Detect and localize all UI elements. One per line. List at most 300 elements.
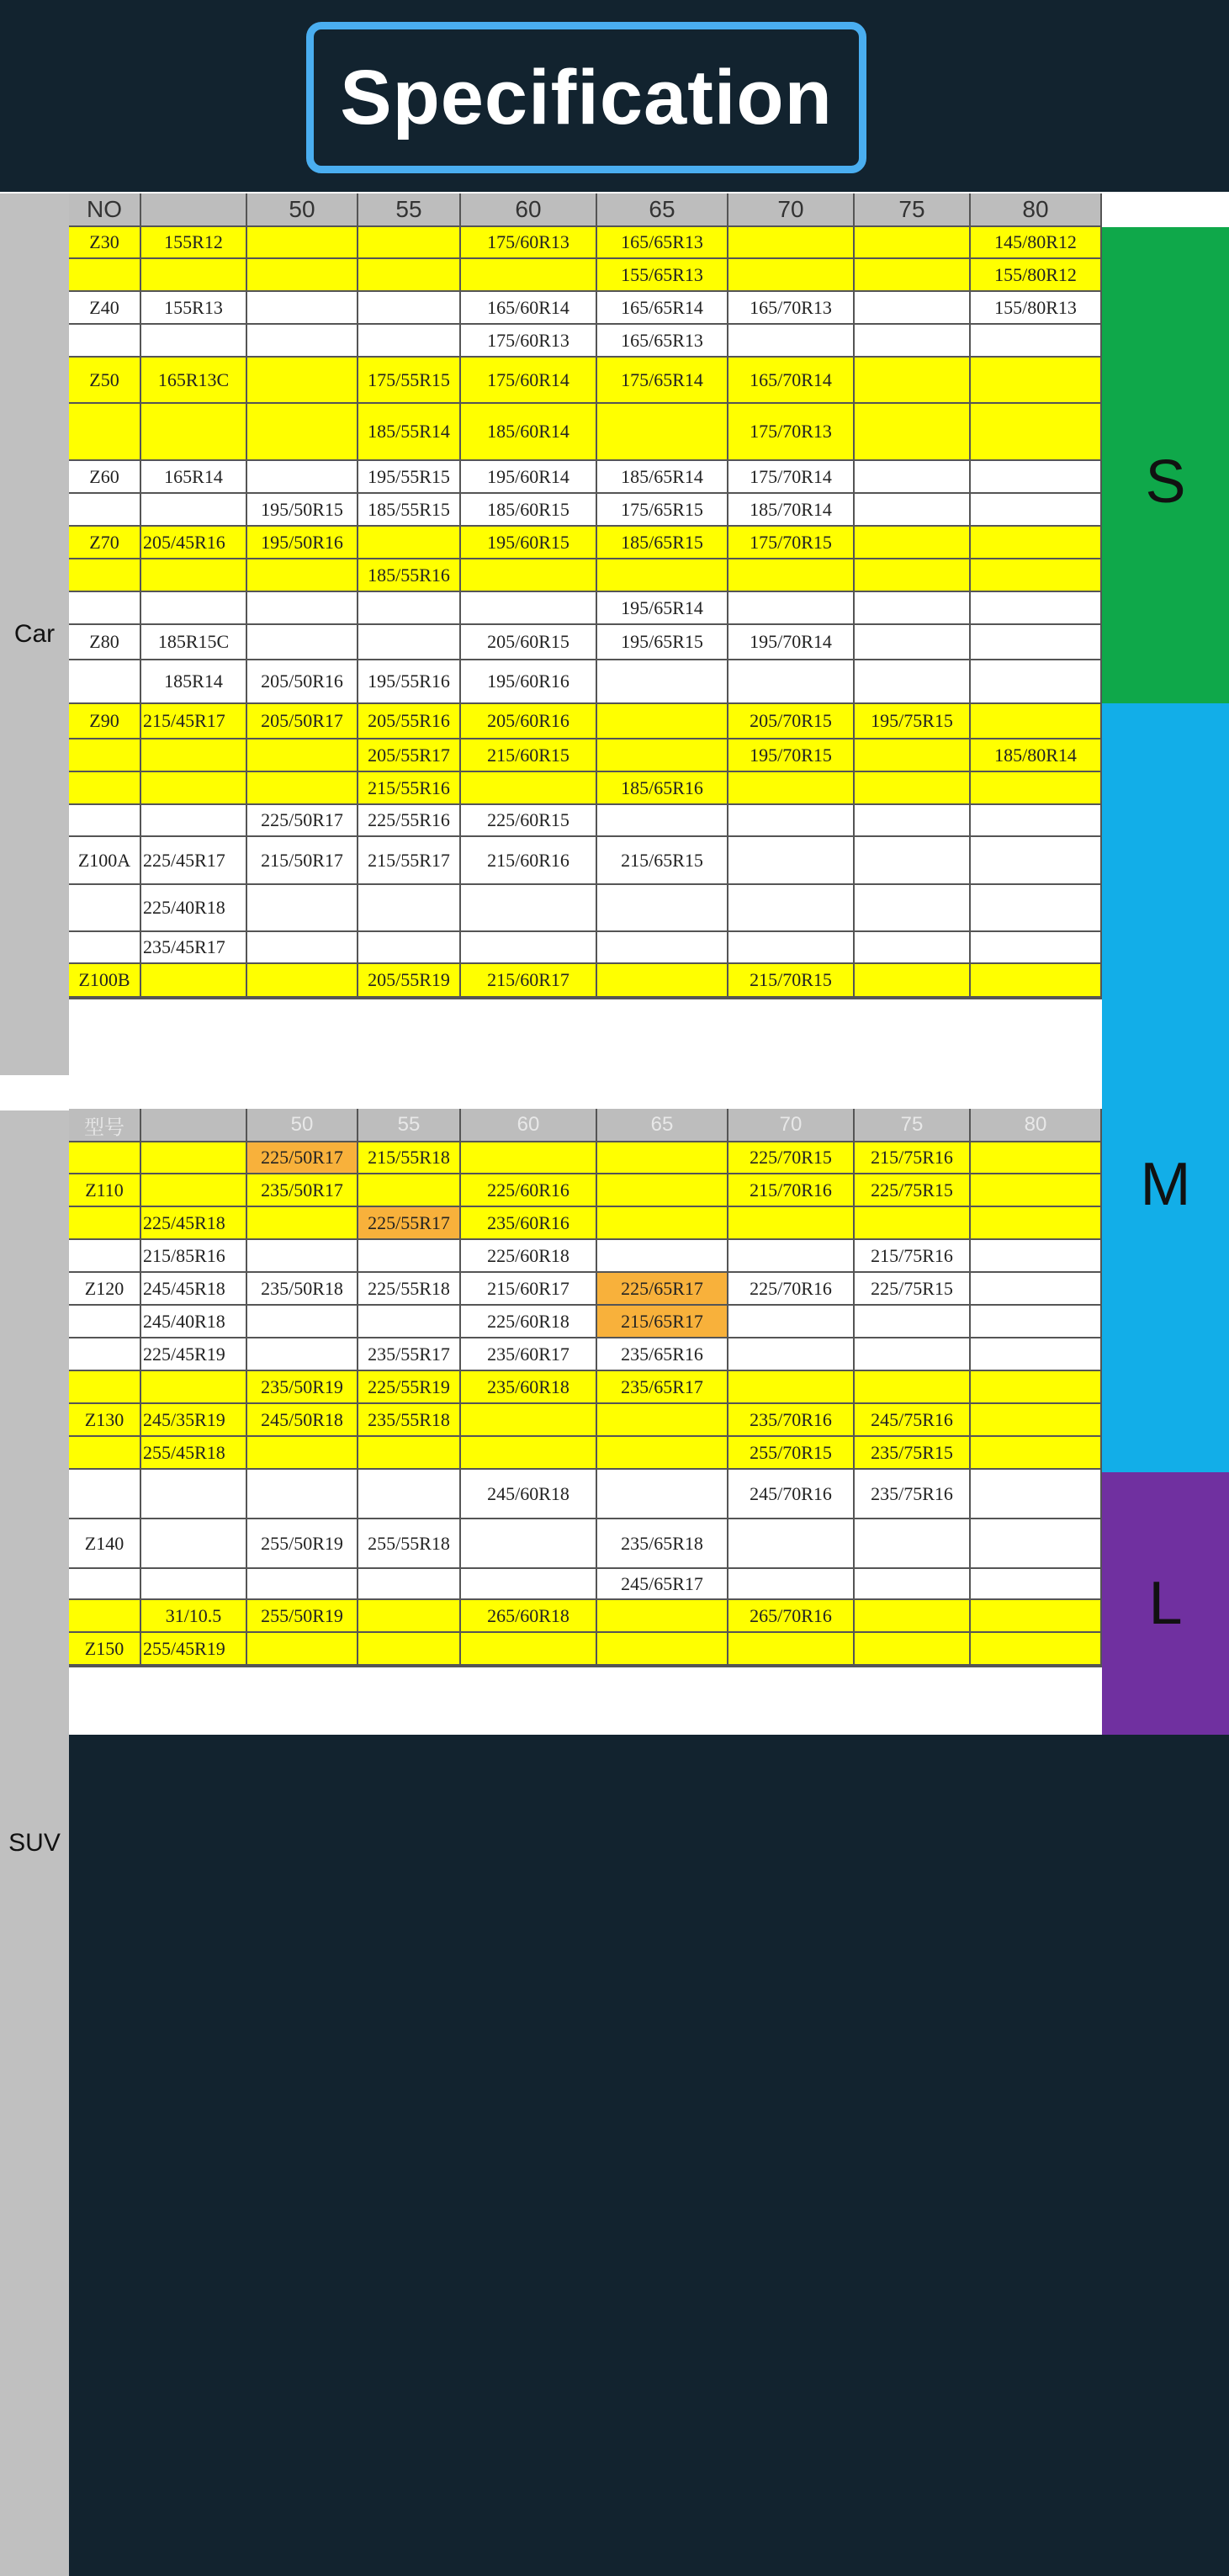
table-cell: Z90	[69, 704, 141, 739]
table-cell: 215/50R17	[247, 837, 358, 885]
table-cell: 215/45R17	[141, 704, 247, 739]
table-cell	[247, 772, 358, 805]
table-cell: 245/60R18	[461, 1470, 597, 1519]
table-cell	[855, 625, 971, 660]
table-cell	[69, 1666, 141, 1667]
table-cell	[247, 259, 358, 292]
table-cell	[247, 1569, 358, 1600]
table-cell: Z60	[69, 461, 141, 494]
table-cell	[247, 625, 358, 660]
table-cell: 55	[358, 1109, 461, 1142]
table-cell	[69, 998, 141, 999]
table-cell: 175/65R15	[597, 494, 728, 527]
table-cell: Z100B	[69, 964, 141, 998]
table-cell	[971, 1240, 1102, 1273]
table-cell: 235/65R18	[597, 1519, 728, 1569]
table-cell: 225/45R19	[141, 1338, 247, 1371]
table-cell	[728, 1306, 855, 1338]
table-cell	[597, 1207, 728, 1240]
table-cell: 215/60R17	[461, 964, 597, 998]
table-cell	[728, 1240, 855, 1273]
table-cell: 185/65R14	[597, 461, 728, 494]
table-cell: 155/80R13	[971, 292, 1102, 325]
table-cell: 75	[855, 1109, 971, 1142]
table-cell	[69, 1569, 141, 1600]
table-cell: 215/60R17	[461, 1273, 597, 1306]
table-cell: 185/55R15	[358, 494, 461, 527]
table-cell	[461, 259, 597, 292]
table-cell: 175/60R13	[461, 227, 597, 259]
table-cell	[728, 1371, 855, 1404]
table-cell	[728, 1633, 855, 1666]
table-cell	[247, 227, 358, 259]
table-cell	[358, 998, 461, 999]
table-cell	[855, 325, 971, 358]
table-cell	[971, 1273, 1102, 1306]
table-cell	[728, 592, 855, 625]
table-cell	[855, 932, 971, 964]
table-cell	[141, 193, 247, 227]
table-cell	[597, 805, 728, 837]
table-cell	[597, 998, 728, 999]
table-cell	[69, 559, 141, 592]
table-cell	[971, 461, 1102, 494]
car-section-label	[0, 193, 69, 1075]
table-cell	[971, 772, 1102, 805]
table-row	[0, 1240, 1102, 1273]
table-cell: 165/65R13	[597, 227, 728, 259]
table-cell: 50	[247, 1109, 358, 1142]
table-cell: 215/65R15	[597, 837, 728, 885]
table-row	[0, 527, 1102, 559]
table-row	[0, 494, 1102, 527]
table-cell: 155R13	[141, 292, 247, 325]
table-cell	[247, 461, 358, 494]
table-cell: 145/80R12	[971, 227, 1102, 259]
table-cell	[141, 772, 247, 805]
suv-label: SUV	[8, 1829, 61, 1857]
table-cell: Z120	[69, 1273, 141, 1306]
table-row	[0, 227, 1102, 259]
table-cell: 80	[971, 1109, 1102, 1142]
table-cell: 255/50R19	[247, 1519, 358, 1569]
table-cell	[728, 772, 855, 805]
table-cell	[247, 358, 358, 404]
table-cell	[69, 1306, 141, 1338]
table-cell	[461, 932, 597, 964]
table-cell: 65	[597, 193, 728, 227]
table-cell	[728, 998, 855, 999]
table-cell	[971, 1174, 1102, 1207]
table-row	[0, 1470, 1102, 1519]
table-cell	[597, 704, 728, 739]
table-cell	[597, 1633, 728, 1666]
table-row	[0, 592, 1102, 625]
table-cell	[855, 964, 971, 998]
table-cell: 175/70R13	[728, 404, 855, 461]
table-row	[0, 404, 1102, 461]
table-cell	[855, 461, 971, 494]
table-row	[0, 1207, 1102, 1240]
table-cell	[597, 1470, 728, 1519]
table-row	[0, 1371, 1102, 1404]
table-cell	[358, 325, 461, 358]
table-cell	[461, 998, 597, 999]
table-row	[0, 1569, 1102, 1600]
table-cell: 235/55R17	[358, 1338, 461, 1371]
table-cell: 255/55R18	[358, 1519, 461, 1569]
table-cell	[855, 1666, 971, 1667]
table-cell	[971, 805, 1102, 837]
table-cell	[141, 259, 247, 292]
table-cell	[247, 292, 358, 325]
table-cell	[358, 1569, 461, 1600]
table-cell	[971, 1338, 1102, 1371]
table-cell	[141, 559, 247, 592]
suv-section-label	[0, 1110, 69, 2576]
table-cell	[69, 1437, 141, 1470]
table-cell	[247, 325, 358, 358]
table-cell	[141, 1519, 247, 1569]
table-cell	[461, 1519, 597, 1569]
table-cell	[597, 1666, 728, 1667]
table-cell: 265/60R18	[461, 1600, 597, 1633]
table-cell	[855, 739, 971, 772]
table-cell: 225/45R17	[141, 837, 247, 885]
table-cell	[358, 1633, 461, 1666]
table-cell: 60	[461, 1109, 597, 1142]
table-cell	[597, 885, 728, 932]
table-cell	[141, 1109, 247, 1142]
table-cell	[69, 739, 141, 772]
table-cell: 255/70R15	[728, 1437, 855, 1470]
table-cell	[971, 527, 1102, 559]
table-cell	[597, 964, 728, 998]
section-divider	[69, 1075, 1102, 1109]
table-cell: 225/60R18	[461, 1306, 597, 1338]
table-cell: 175/60R13	[461, 325, 597, 358]
band-s-label: S	[1145, 448, 1186, 516]
table-row	[0, 325, 1102, 358]
table-cell: Z110	[69, 1174, 141, 1207]
table-cell	[855, 404, 971, 461]
table-cell: 185/60R15	[461, 494, 597, 527]
table-cell: 185/65R15	[597, 527, 728, 559]
suv-header-row	[0, 1109, 1102, 1142]
table-cell: 185/55R14	[358, 404, 461, 461]
table-cell	[141, 1371, 247, 1404]
table-cell	[461, 885, 597, 932]
table-cell	[69, 1371, 141, 1404]
table-cell: 225/65R17	[597, 1273, 728, 1306]
table-cell	[855, 559, 971, 592]
table-row	[0, 259, 1102, 292]
table-cell: 255/50R19	[247, 1600, 358, 1633]
table-cell	[358, 885, 461, 932]
table-cell: 225/50R17	[247, 805, 358, 837]
table-row	[0, 1437, 1102, 1470]
table-cell	[247, 964, 358, 998]
table-cell: 195/50R15	[247, 494, 358, 527]
table-cell	[358, 1240, 461, 1273]
table-row	[0, 704, 1102, 739]
table-cell	[247, 1666, 358, 1667]
table-cell: Z70	[69, 527, 141, 559]
table-cell: 225/75R15	[855, 1174, 971, 1207]
table-cell	[141, 1569, 247, 1600]
table-cell	[728, 932, 855, 964]
table-cell	[461, 772, 597, 805]
table-row	[0, 805, 1102, 837]
table-cell	[247, 885, 358, 932]
table-cell: 175/55R15	[358, 358, 461, 404]
table-cell	[971, 1437, 1102, 1470]
table-cell: 60	[461, 193, 597, 227]
table-cell	[141, 1470, 247, 1519]
table-cell	[855, 259, 971, 292]
table-cell	[597, 660, 728, 704]
table-cell: 165/70R13	[728, 292, 855, 325]
table-cell	[971, 1666, 1102, 1667]
table-cell	[69, 1338, 141, 1371]
table-cell: 195/75R15	[855, 704, 971, 739]
table-cell: 195/70R15	[728, 739, 855, 772]
table-cell	[358, 625, 461, 660]
table-cell: 235/60R18	[461, 1371, 597, 1404]
table-cell	[855, 1569, 971, 1600]
table-cell: 165R14	[141, 461, 247, 494]
table-cell: 235/45R17	[141, 932, 247, 964]
table-cell	[247, 1240, 358, 1273]
table-cell	[461, 1569, 597, 1600]
table-cell: Z130	[69, 1404, 141, 1437]
table-cell: 235/55R18	[358, 1404, 461, 1437]
table-cell: NO	[69, 193, 141, 227]
table-cell: 205/55R17	[358, 739, 461, 772]
page-title: Specification	[340, 54, 833, 140]
table-cell: 215/60R16	[461, 837, 597, 885]
table-cell	[461, 559, 597, 592]
table-cell: 225/45R18	[141, 1207, 247, 1240]
table-row	[0, 1273, 1102, 1306]
table-cell	[247, 1338, 358, 1371]
table-row	[0, 1600, 1102, 1633]
table-cell	[855, 772, 971, 805]
table-cell	[247, 404, 358, 461]
table-cell: 205/60R16	[461, 704, 597, 739]
table-cell	[597, 1174, 728, 1207]
table-cell	[855, 1306, 971, 1338]
table-cell	[971, 885, 1102, 932]
table-cell	[358, 1666, 461, 1667]
table-cell	[358, 527, 461, 559]
table-cell	[971, 1633, 1102, 1666]
table-cell	[141, 964, 247, 998]
table-cell	[358, 1174, 461, 1207]
band-l-label: L	[1148, 1570, 1183, 1637]
table-cell	[855, 292, 971, 325]
table-cell: 235/60R16	[461, 1207, 597, 1240]
table-row	[0, 964, 1102, 998]
table-cell	[461, 1142, 597, 1174]
table-cell	[855, 1519, 971, 1569]
table-cell	[597, 404, 728, 461]
table-cell: 225/50R17	[247, 1142, 358, 1174]
table-cell: 215/55R18	[358, 1142, 461, 1174]
table-cell	[69, 772, 141, 805]
table-cell	[247, 932, 358, 964]
table-cell: 165/60R14	[461, 292, 597, 325]
table-cell	[597, 739, 728, 772]
table-cell	[247, 592, 358, 625]
table-cell	[358, 1437, 461, 1470]
table-cell	[247, 1207, 358, 1240]
table-cell	[597, 1437, 728, 1470]
table-cell: 195/55R16	[358, 660, 461, 704]
table-row	[0, 772, 1102, 805]
table-row	[0, 461, 1102, 494]
table-cell: 195/65R15	[597, 625, 728, 660]
table-cell: Z30	[69, 227, 141, 259]
table-cell: 175/60R14	[461, 358, 597, 404]
table-cell: 215/65R17	[597, 1306, 728, 1338]
table-cell	[728, 325, 855, 358]
table-cell	[855, 1207, 971, 1240]
table-cell: 195/55R15	[358, 461, 461, 494]
table-cell	[855, 998, 971, 999]
table-cell: 245/65R17	[597, 1569, 728, 1600]
table-cell: 215/60R15	[461, 739, 597, 772]
table-cell	[855, 1338, 971, 1371]
table-cell	[597, 1240, 728, 1273]
table-cell: 235/75R16	[855, 1470, 971, 1519]
table-cell: 225/70R15	[728, 1142, 855, 1174]
table-cell	[358, 592, 461, 625]
table-cell: 215/75R16	[855, 1142, 971, 1174]
table-cell: 255/45R19	[141, 1633, 247, 1666]
table-cell	[971, 1569, 1102, 1600]
table-cell	[728, 805, 855, 837]
table-cell: 165/70R14	[728, 358, 855, 404]
table-cell	[69, 404, 141, 461]
table-cell	[971, 1600, 1102, 1633]
table-cell	[728, 259, 855, 292]
table-row	[0, 1174, 1102, 1207]
table-cell: 75	[855, 193, 971, 227]
table-cell	[971, 1470, 1102, 1519]
table-cell: 245/35R19	[141, 1404, 247, 1437]
table-cell: 225/60R15	[461, 805, 597, 837]
table-cell	[141, 1142, 247, 1174]
table-cell: 185/70R14	[728, 494, 855, 527]
table-cell	[597, 1404, 728, 1437]
table-cell	[358, 1600, 461, 1633]
table-cell	[69, 325, 141, 358]
table-cell: 165/65R14	[597, 292, 728, 325]
table-cell	[141, 1666, 247, 1667]
table-cell	[461, 1633, 597, 1666]
table-cell: 225/55R17	[358, 1207, 461, 1240]
table-cell: 185/65R16	[597, 772, 728, 805]
table-cell	[358, 292, 461, 325]
table-cell	[247, 1306, 358, 1338]
table-cell: 50	[247, 193, 358, 227]
table-row	[0, 932, 1102, 964]
table-cell	[247, 1470, 358, 1519]
table-cell: 245/75R16	[855, 1404, 971, 1437]
table-cell	[358, 1470, 461, 1519]
table-cell: 195/65R14	[597, 592, 728, 625]
table-cell: 235/70R16	[728, 1404, 855, 1437]
table-cell	[728, 559, 855, 592]
table-cell: 245/70R16	[728, 1470, 855, 1519]
table-cell	[247, 739, 358, 772]
table-cell: 255/45R18	[141, 1437, 247, 1470]
table-cell	[728, 1569, 855, 1600]
table-cell: 235/65R16	[597, 1338, 728, 1371]
table-cell	[69, 805, 141, 837]
table-row	[0, 625, 1102, 660]
table-cell: 185/60R14	[461, 404, 597, 461]
table-cell	[855, 885, 971, 932]
table-row	[0, 292, 1102, 325]
table-row	[0, 1338, 1102, 1371]
table-row	[0, 1633, 1102, 1666]
table-cell: 245/40R18	[141, 1306, 247, 1338]
table-cell	[971, 1371, 1102, 1404]
table-cell: 225/70R16	[728, 1273, 855, 1306]
table-cell: 235/50R17	[247, 1174, 358, 1207]
table-cell: 165R13C	[141, 358, 247, 404]
table-cell	[728, 1666, 855, 1667]
table-cell	[69, 660, 141, 704]
table-cell	[461, 592, 597, 625]
table-cell: 225/60R18	[461, 1240, 597, 1273]
band-s	[1102, 227, 1229, 737]
table-cell: 225/60R16	[461, 1174, 597, 1207]
table-cell: 205/50R16	[247, 660, 358, 704]
table-cell	[971, 1142, 1102, 1174]
table-cell: 195/70R14	[728, 625, 855, 660]
table-cell: 205/55R16	[358, 704, 461, 739]
table-row	[0, 358, 1102, 404]
table-cell: Z50	[69, 358, 141, 404]
table-cell: Z100A	[69, 837, 141, 885]
table-cell: 型号	[69, 1109, 141, 1142]
table-row	[0, 837, 1102, 885]
table-cell: 235/75R15	[855, 1437, 971, 1470]
title-box	[306, 22, 866, 173]
table-cell	[69, 494, 141, 527]
table-cell: 155/80R12	[971, 259, 1102, 292]
table-cell	[971, 358, 1102, 404]
table-cell	[597, 559, 728, 592]
table-cell: 185R14	[141, 660, 247, 704]
table-cell: 165/65R13	[597, 325, 728, 358]
table-cell: 31/10.5	[141, 1600, 247, 1633]
table-cell	[971, 325, 1102, 358]
table-cell: 185/80R14	[971, 739, 1102, 772]
band-m-label: M	[1140, 1151, 1191, 1218]
table-cell: 70	[728, 193, 855, 227]
table-cell: 245/50R18	[247, 1404, 358, 1437]
table-cell: Z40	[69, 292, 141, 325]
table-cell	[597, 932, 728, 964]
table-cell	[971, 559, 1102, 592]
spec-table	[0, 192, 1229, 1857]
table-cell	[358, 932, 461, 964]
table-cell: 80	[971, 193, 1102, 227]
